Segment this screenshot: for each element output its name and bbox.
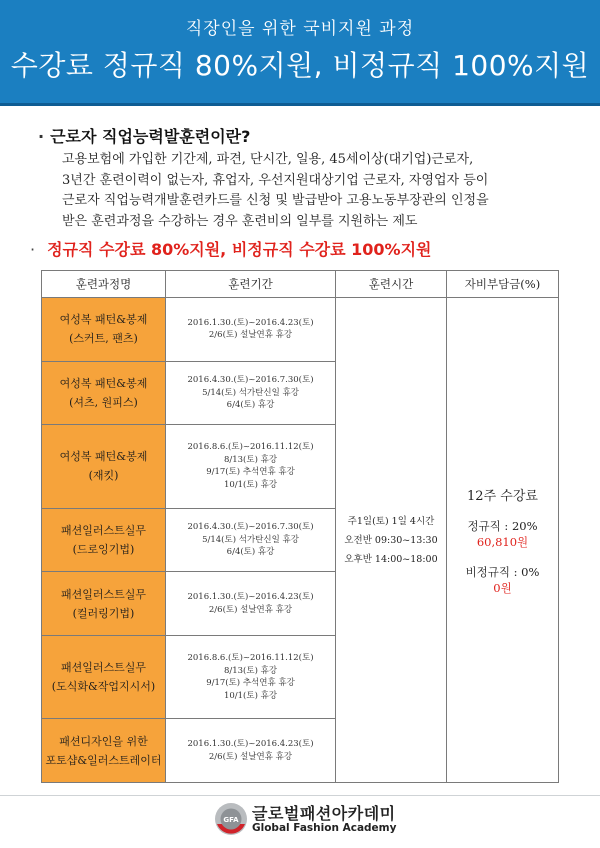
- course-name: 여성복 패턴&봉제: [59, 377, 148, 390]
- fee-regular-label: 정규직 : 20%: [467, 518, 538, 533]
- period-cell: [166, 508, 336, 572]
- course-name-cell: [42, 572, 166, 636]
- period-note: 8/13(토) 휴강: [223, 454, 278, 465]
- intro-line: 3년간 훈련이력이 없는자, 휴업자, 우선지원대상기업 근로자, 자영업자 등이: [62, 172, 489, 188]
- period-note: 9/17(토) 추석연휴 휴강: [206, 678, 295, 689]
- course-table: [41, 270, 559, 783]
- time-days: 주1일(토) 1일 4시간: [347, 515, 435, 527]
- course-subname: (스커트, 팬츠): [69, 332, 138, 346]
- course-name-cell: [42, 298, 166, 362]
- course-name-cell: [42, 508, 166, 572]
- period-note: 2/6(토) 설날연휴 휴강: [208, 751, 293, 762]
- fee-irregular-amount: 0원: [493, 580, 512, 595]
- course-name: 패션일러스트실무: [60, 523, 146, 537]
- course-name-cell: [42, 719, 166, 783]
- bullet-icon: ·: [38, 127, 45, 146]
- fee-regular-amount: 60,810원: [476, 534, 529, 549]
- course-name: 패션일러스트실무: [60, 661, 146, 675]
- time-morning: 오전반 09:30~13:30: [344, 534, 438, 546]
- support-highlight-text: 정규직 수강료 80%지원, 비정규직 수강료 100%지원: [47, 240, 432, 259]
- course-subname: (드로잉기법): [72, 542, 135, 556]
- period-dates: 2016.4.30.(토)~2016.7.30(토): [187, 375, 314, 386]
- header-banner: [0, 0, 600, 106]
- period-dates: 2016.1.30.(토)~2016.4.23(토): [187, 317, 314, 328]
- intro-title: [38, 124, 250, 147]
- course-name: 여성복 패턴&봉제: [59, 450, 148, 464]
- header-subtitle: 직장인을 위한 국비지원 과정: [185, 19, 415, 39]
- intro-line: 고용보험에 가입한 기간제, 파견, 단시간, 일용, 45세이상(대기업)근로자,: [62, 152, 474, 167]
- period-cell: [166, 635, 336, 718]
- time-afternoon: 오후반 14:00~18:00: [344, 553, 438, 565]
- header-fee: 자비부담금(%): [447, 271, 559, 298]
- intro-line: 받은 훈련과정을 수강하는 경우 훈련비의 일부를 지원하는 제도: [62, 213, 418, 229]
- period-note: 5/14(토) 석가탄신일 휴강: [202, 534, 299, 545]
- header-period: 훈련기간: [166, 271, 336, 298]
- period-note: 2/6(토) 설날연휴 휴강: [208, 604, 293, 615]
- period-cell: [166, 298, 336, 362]
- period-note: 6/4(토) 휴강: [226, 547, 275, 558]
- academy-logo: [214, 800, 414, 840]
- period-dates: 2016.1.30.(토)~2016.4.23(토): [187, 592, 314, 603]
- header-time: 훈련시간: [336, 271, 447, 298]
- intro-paragraph: [62, 150, 582, 232]
- period-dates: 2016.1.30.(토)~2016.4.23(토): [187, 739, 314, 750]
- table-header-row: [42, 271, 559, 298]
- period-dates: 2016.4.30.(토)~2016.7.30(토): [187, 522, 314, 533]
- course-subname: (도식화&작업지시서): [51, 680, 156, 694]
- course-subname: (셔츠, 원피스): [69, 396, 138, 409]
- footer-divider: [0, 795, 600, 796]
- period-cell: [166, 572, 336, 636]
- period-cell: [166, 361, 336, 425]
- course-subname: (재킷): [88, 469, 119, 483]
- period-note: 8/13(토) 휴강: [223, 665, 278, 676]
- academy-name-kr: 글로벌패션아카데미: [252, 804, 396, 823]
- period-dates: 2016.8.6.(토)~2016.11.12(토): [187, 442, 314, 453]
- bullet-icon: ·: [30, 240, 36, 259]
- fee-cell: [447, 298, 559, 783]
- fee-irregular-label: 비정규직 : 0%: [465, 564, 540, 579]
- period-note: 2/6(토) 설날연휴 휴강: [208, 330, 293, 341]
- period-dates: 2016.8.6.(토)~2016.11.12(토): [187, 653, 314, 664]
- header-course-name: 훈련과정명: [42, 271, 166, 298]
- course-name: 여성복 패턴&봉제: [59, 313, 148, 327]
- table-row: [42, 298, 559, 362]
- time-cell: [336, 298, 447, 783]
- intro-line: 근로자 직업능력개발훈련카드를 신청 및 발급받아 고용노동부장관의 인정을: [62, 193, 489, 208]
- course-name-cell: [42, 425, 166, 508]
- emblem-text: GFA: [223, 816, 239, 824]
- course-name-cell: [42, 635, 166, 718]
- period-note: 6/4(토) 휴강: [226, 400, 275, 411]
- intro-title-text: 근로자 직업능력발훈련이란?: [50, 127, 251, 146]
- period-note: 5/14(토) 석가탄신일 휴강: [202, 387, 299, 398]
- fee-weeks: 12주 수강료: [467, 488, 538, 504]
- header-title: 수강료 정규직 80%지원, 비정규직 100%지원: [10, 49, 590, 82]
- course-name-cell: [42, 361, 166, 425]
- academy-name-en: Global Fashion Academy: [252, 822, 397, 834]
- period-cell: [166, 425, 336, 508]
- support-highlight: [30, 237, 432, 260]
- period-note: 10/1(토) 휴강: [223, 479, 278, 490]
- course-subname: 포토샵&일러스트레이터: [45, 753, 162, 767]
- period-note: 9/17(토) 추석연휴 휴강: [206, 467, 295, 478]
- period-cell: [166, 719, 336, 783]
- gfa-emblem-icon: [214, 802, 248, 836]
- period-note: 10/1(토) 휴강: [223, 690, 278, 701]
- course-subname: (컬러링기법): [72, 606, 135, 620]
- course-name: 패션일러스트실무: [60, 587, 146, 601]
- course-name: 패션디자인을 위한: [59, 734, 148, 748]
